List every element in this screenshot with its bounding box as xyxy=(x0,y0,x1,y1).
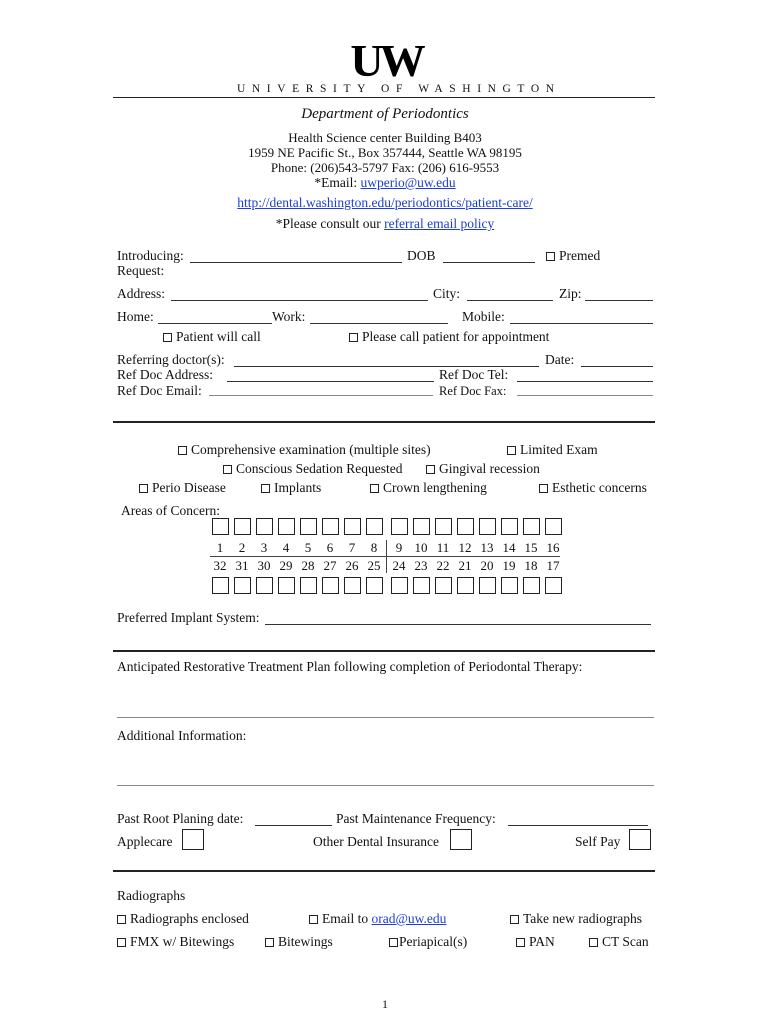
restorative-plan-label: Anticipated Restorative Treatment Plan following completion of Periodontal Therapy: xyxy=(117,659,583,674)
bitewings-option[interactable] xyxy=(265,934,333,950)
tooth-28-box[interactable] xyxy=(300,577,317,594)
consult-prefix: *Please consult our xyxy=(275,216,385,231)
applecare-checkbox[interactable] xyxy=(182,829,204,850)
dob-label: DOB xyxy=(407,248,436,263)
bitewings-label: Bitewings xyxy=(278,934,333,949)
request-label: Request: xyxy=(117,263,165,278)
tooth-number: 32 xyxy=(213,558,227,573)
tooth-24-box[interactable] xyxy=(391,577,408,594)
email-label: *Email: xyxy=(314,175,361,190)
home-field[interactable] xyxy=(158,323,272,324)
tooth-4-box[interactable] xyxy=(278,518,295,535)
ref-doc-fax-field[interactable] xyxy=(517,395,653,396)
ref-doc-email-label: Ref Doc Email: xyxy=(117,383,202,398)
tooth-19-box[interactable] xyxy=(501,577,518,594)
tooth-number: 24 xyxy=(392,558,406,573)
self-pay-label: Self Pay xyxy=(575,834,621,849)
patient-will-call-checkbox[interactable] xyxy=(163,333,172,342)
tooth-number: 5 xyxy=(304,540,312,555)
tooth-7-box[interactable] xyxy=(344,518,361,535)
other-insurance-label: Other Dental Insurance xyxy=(313,834,439,849)
limited-exam-option[interactable] xyxy=(507,442,598,458)
ct-scan-option[interactable] xyxy=(589,934,649,950)
esthetic-label: Esthetic concerns xyxy=(552,480,647,495)
pan-checkbox[interactable] xyxy=(516,938,525,947)
orad-email-link[interactable]: orad@uw.edu xyxy=(371,911,447,926)
website-line xyxy=(0,195,770,211)
limited-exam-checkbox[interactable] xyxy=(507,446,516,455)
fmx-option[interactable] xyxy=(117,934,234,950)
email-to-label: Email to xyxy=(322,911,372,926)
patient-will-call-option[interactable] xyxy=(163,329,261,345)
tooth-chart-midline xyxy=(210,556,560,557)
tooth-chart-divider xyxy=(386,540,387,573)
tooth-number: 2 xyxy=(238,540,246,555)
address-label: Address: xyxy=(117,286,165,301)
section-divider-2 xyxy=(113,650,655,652)
take-new-label: Take new radiographs xyxy=(523,911,643,926)
tooth-number: 15 xyxy=(524,540,538,555)
root-planing-field[interactable] xyxy=(255,825,332,826)
applecare-label: Applecare xyxy=(117,834,173,849)
tooth-number: 27 xyxy=(323,558,337,573)
tooth-11-box[interactable] xyxy=(435,518,452,535)
tooth-8-box[interactable] xyxy=(366,518,383,535)
address-field[interactable] xyxy=(171,300,428,301)
premed-label: Premed xyxy=(559,248,601,263)
department-title: Department of Periodontics xyxy=(301,106,469,122)
header-divider xyxy=(113,97,655,98)
tooth-26-box[interactable] xyxy=(344,577,361,594)
tooth-number: 30 xyxy=(257,558,271,573)
periapical-option[interactable] xyxy=(389,934,467,950)
tooth-number: 12 xyxy=(458,540,472,555)
uw-logo-text: UW xyxy=(350,38,422,80)
sedation-option[interactable] xyxy=(223,461,402,477)
crown-label: Crown lengthening xyxy=(383,480,487,495)
referring-doctor-label: Referring doctor(s): xyxy=(117,352,225,367)
please-call-label: Please call patient for appointment xyxy=(362,329,550,344)
premed-option[interactable] xyxy=(546,248,600,264)
ref-doc-email-field[interactable] xyxy=(209,395,433,396)
implant-system-field[interactable] xyxy=(265,624,651,625)
restorative-plan-field[interactable] xyxy=(117,717,654,718)
zip-label: Zip: xyxy=(559,286,582,301)
tooth-number: 8 xyxy=(370,540,378,555)
mobile-field[interactable] xyxy=(510,323,653,324)
tooth-10-box[interactable] xyxy=(413,518,430,535)
tooth-number: 13 xyxy=(480,540,494,555)
comprehensive-label: Comprehensive examination (multiple sites) xyxy=(191,442,431,457)
root-planing-label: Past Root Planing date: xyxy=(117,811,244,826)
tooth-16-box[interactable] xyxy=(545,518,562,535)
periapical-label: Periapical(s) xyxy=(399,934,468,949)
tooth-15-box[interactable] xyxy=(523,518,540,535)
tooth-number: 17 xyxy=(546,558,560,573)
tooth-27-box[interactable] xyxy=(322,577,339,594)
tooth-13-box[interactable] xyxy=(479,518,496,535)
section-divider-3 xyxy=(113,870,655,872)
comprehensive-checkbox[interactable] xyxy=(178,446,187,455)
tooth-number: 18 xyxy=(524,558,538,573)
comprehensive-option[interactable] xyxy=(178,442,431,458)
tooth-22-box[interactable] xyxy=(435,577,452,594)
email-link[interactable]: uwperio@uw.edu xyxy=(360,175,456,190)
tooth-29-box[interactable] xyxy=(278,577,295,594)
zip-field[interactable] xyxy=(585,300,653,301)
tooth-17-box[interactable] xyxy=(545,577,562,594)
crown-checkbox[interactable] xyxy=(370,484,379,493)
tooth-number: 6 xyxy=(326,540,334,555)
address-line-1: Health Science center Building B403 xyxy=(288,130,482,145)
tooth-30-box[interactable] xyxy=(256,577,273,594)
website-link[interactable]: http://dental.washington.edu/periodontics/patient-care/ xyxy=(237,195,533,210)
email-to-option[interactable] xyxy=(309,911,446,927)
please-call-option[interactable] xyxy=(349,329,549,345)
pan-label: PAN xyxy=(529,934,555,949)
ref-doc-address-field[interactable] xyxy=(227,381,434,382)
referral-policy-link[interactable]: referral email policy xyxy=(384,216,495,231)
additional-info-label: Additional Information: xyxy=(117,728,247,743)
bitewings-checkbox[interactable] xyxy=(265,938,274,947)
sedation-checkbox[interactable] xyxy=(223,465,232,474)
tooth-number: 7 xyxy=(348,540,356,555)
university-name: UNIVERSITY OF WASHINGTON xyxy=(237,83,561,95)
tooth-2-box[interactable] xyxy=(234,518,251,535)
gingival-label: Gingival recession xyxy=(439,461,540,476)
esthetic-checkbox[interactable] xyxy=(539,484,548,493)
implants-option[interactable] xyxy=(261,480,321,496)
work-field[interactable] xyxy=(310,323,448,324)
implants-label: Implants xyxy=(274,480,322,495)
date-field[interactable] xyxy=(581,366,653,367)
email-line xyxy=(0,175,770,191)
tooth-20-box[interactable] xyxy=(479,577,496,594)
tooth-number: 25 xyxy=(367,558,381,573)
esthetic-option[interactable] xyxy=(539,480,647,496)
gingival-option[interactable] xyxy=(426,461,540,477)
tooth-number: 21 xyxy=(458,558,472,573)
ref-doc-fax-label: Ref Doc Fax: xyxy=(439,384,507,398)
crown-option[interactable] xyxy=(370,480,487,496)
tooth-number: 20 xyxy=(480,558,494,573)
additional-info-field[interactable] xyxy=(117,785,654,786)
radiographs-enclosed-checkbox[interactable] xyxy=(117,915,126,924)
tooth-number: 9 xyxy=(395,540,403,555)
ref-doc-address-label: Ref Doc Address: xyxy=(117,367,213,382)
uw-logo xyxy=(343,38,429,80)
tooth-5-box[interactable] xyxy=(300,518,317,535)
periapical-checkbox[interactable] xyxy=(389,938,398,947)
ref-doc-tel-field[interactable] xyxy=(517,381,653,382)
tooth-3-box[interactable] xyxy=(256,518,273,535)
tooth-number: 31 xyxy=(235,558,249,573)
tooth-number: 16 xyxy=(546,540,560,555)
take-new-option[interactable] xyxy=(510,911,642,927)
tooth-31-box[interactable] xyxy=(234,577,251,594)
other-insurance-checkbox[interactable] xyxy=(450,829,472,850)
tooth-23-box[interactable] xyxy=(413,577,430,594)
date-label: Date: xyxy=(545,352,575,367)
implant-system-label: Preferred Implant System: xyxy=(117,610,260,625)
tooth-12-box[interactable] xyxy=(457,518,474,535)
consult-line xyxy=(0,216,770,232)
maintenance-label: Past Maintenance Frequency: xyxy=(336,811,496,826)
please-call-checkbox[interactable] xyxy=(349,333,358,342)
areas-of-concern-label: Areas of Concern: xyxy=(121,503,220,518)
radiographs-enclosed-label: Radiographs enclosed xyxy=(130,911,249,926)
city-field[interactable] xyxy=(467,300,553,301)
perio-disease-label: Perio Disease xyxy=(152,480,226,495)
maintenance-field[interactable] xyxy=(508,825,648,826)
ct-scan-checkbox[interactable] xyxy=(589,938,598,947)
tooth-number: 29 xyxy=(279,558,293,573)
tooth-number: 22 xyxy=(436,558,450,573)
phone-fax: Phone: (206)543-5797 Fax: (206) 616-9553 xyxy=(270,160,500,175)
pan-option[interactable] xyxy=(516,934,555,950)
tooth-9-box[interactable] xyxy=(391,518,408,535)
ref-doc-tel-label: Ref Doc Tel: xyxy=(439,367,509,382)
tooth-number: 1 xyxy=(216,540,224,555)
city-label: City: xyxy=(433,286,461,301)
tooth-21-box[interactable] xyxy=(457,577,474,594)
section-divider-1 xyxy=(113,421,655,423)
tooth-32-box[interactable] xyxy=(212,577,229,594)
sedation-label: Conscious Sedation Requested xyxy=(236,461,403,476)
ct-scan-label: CT Scan xyxy=(602,934,649,949)
introducing-field[interactable] xyxy=(190,262,402,263)
radiographs-title: Radiographs xyxy=(117,888,186,903)
fmx-label: FMX w/ Bitewings xyxy=(130,934,235,949)
mobile-label: Mobile: xyxy=(462,309,505,324)
work-label: Work: xyxy=(272,309,306,324)
tooth-25-box[interactable] xyxy=(366,577,383,594)
limited-exam-label: Limited Exam xyxy=(520,442,598,457)
tooth-number: 11 xyxy=(436,540,450,555)
tooth-1-box[interactable] xyxy=(212,518,229,535)
tooth-number: 28 xyxy=(301,558,315,573)
address-line-2: 1959 NE Pacific St., Box 357444, Seattle WA 98195 xyxy=(248,145,522,160)
self-pay-checkbox[interactable] xyxy=(629,829,651,850)
tooth-6-box[interactable] xyxy=(322,518,339,535)
perio-disease-option[interactable] xyxy=(139,480,226,496)
gingival-checkbox[interactable] xyxy=(426,465,435,474)
tooth-number: 4 xyxy=(282,540,290,555)
introducing-label: Introducing: xyxy=(117,248,184,263)
tooth-number: 26 xyxy=(345,558,359,573)
radiographs-enclosed-option[interactable] xyxy=(117,911,249,927)
tooth-number: 14 xyxy=(502,540,516,555)
tooth-18-box[interactable] xyxy=(523,577,540,594)
tooth-14-box[interactable] xyxy=(501,518,518,535)
page-number: 1 xyxy=(382,997,388,1011)
tooth-number: 10 xyxy=(414,540,428,555)
perio-disease-checkbox[interactable] xyxy=(139,484,148,493)
tooth-number: 23 xyxy=(414,558,428,573)
dob-field[interactable] xyxy=(443,262,535,263)
email-to-checkbox[interactable] xyxy=(309,915,318,924)
premed-checkbox[interactable] xyxy=(546,252,555,261)
fmx-checkbox[interactable] xyxy=(117,938,126,947)
take-new-checkbox[interactable] xyxy=(510,915,519,924)
home-label: Home: xyxy=(117,309,154,324)
tooth-number: 19 xyxy=(502,558,516,573)
patient-will-call-label: Patient will call xyxy=(176,329,261,344)
implants-checkbox[interactable] xyxy=(261,484,270,493)
tooth-number: 3 xyxy=(260,540,268,555)
